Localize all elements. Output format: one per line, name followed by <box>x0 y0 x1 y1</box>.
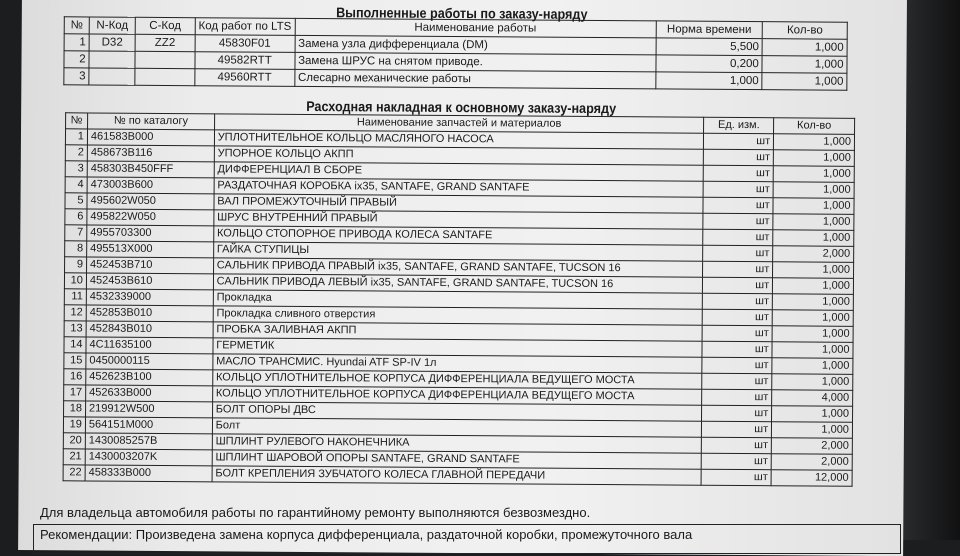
parts-cell-quantity: 1,000 <box>772 406 853 423</box>
parts-cell-number: 17 <box>64 385 86 401</box>
works-cell-ncode <box>89 51 135 68</box>
parts-cell-name: ПРОБКА ЗАЛИВНАЯ АКПП <box>213 322 703 341</box>
parts-cell-number: 13 <box>64 321 86 337</box>
parts-cell-catalog-number: 4532339000 <box>86 289 213 306</box>
works-header-cell: Норма времени <box>656 21 763 39</box>
works-cell-lts: 45830F01 <box>195 35 295 53</box>
warranty-note: Для владельца автомобиля работы по гарантийному ремонту выполняются безвозмездно. <box>40 505 591 520</box>
parts-cell-unit: шт <box>704 149 774 165</box>
parts-cell-number: 22 <box>63 465 85 481</box>
parts-cell-name: Болт <box>212 418 702 437</box>
parts-cell-unit: шт <box>702 357 772 373</box>
parts-cell-unit: шт <box>703 277 773 293</box>
parts-cell-catalog-number: 452623B100 <box>86 369 213 386</box>
parts-cell-unit: шт <box>703 229 773 245</box>
parts-cell-name: УПОРНОЕ КОЛЬЦО АКПП <box>214 146 704 165</box>
parts-cell-unit: шт <box>703 309 773 325</box>
parts-cell-name: РАЗДАТОЧНАЯ КОРОБКА ix35, SANTAFE, GRAND SANTAFE <box>214 178 704 197</box>
recommendations-box <box>33 524 901 554</box>
parts-cell-catalog-number: 458673B116 <box>87 145 214 162</box>
parts-cell-unit: шт <box>703 293 773 309</box>
parts-cell-catalog-number: 219912W500 <box>85 401 212 418</box>
works-cell-name: Замена ШРУС на снятом приводе. <box>295 52 656 72</box>
works-cell-qty: 1,000 <box>762 56 847 74</box>
parts-cell-quantity: 1,000 <box>773 150 854 167</box>
parts-cell-catalog-number: 1430085257B <box>85 433 212 450</box>
parts-cell-unit: шт <box>702 421 772 437</box>
parts-cell-unit: шт <box>702 437 772 453</box>
works-cell-norm: 5,500 <box>656 38 763 56</box>
parts-cell-name: БОЛТ ОПОРЫ ДВС <box>212 402 702 421</box>
parts-cell-name: САЛЬНИК ПРИВОДА ПРАВЫЙ ix35, SANTAFE, GRAND SANTAFE, TUCSON 16 <box>213 258 703 277</box>
parts-cell-number: 14 <box>64 337 86 353</box>
works-header-cell: Кол-во <box>762 22 847 40</box>
parts-cell-catalog-number: 458333B000 <box>85 465 212 482</box>
parts-cell-catalog-number: 458303B450FFF <box>87 161 214 178</box>
parts-cell-unit: шт <box>703 181 773 197</box>
parts-header-cell: Наименование запчастей и материалов <box>214 114 704 133</box>
works-cell-name: Замена узла дифференциала (DM) <box>295 35 656 55</box>
parts-cell-unit: шт <box>703 213 773 229</box>
parts-cell-catalog-number: 473003B600 <box>87 177 214 194</box>
parts-cell-number: 16 <box>64 369 86 385</box>
works-header-cell: N-Код <box>89 17 135 34</box>
parts-cell-quantity: 1,000 <box>772 294 853 311</box>
parts-cell-unit: шт <box>703 245 773 261</box>
parts-cell-catalog-number: 452633B000 <box>86 385 213 402</box>
works-cell-lts: 49560RTT <box>195 69 295 87</box>
parts-cell-quantity: 2,000 <box>773 246 854 263</box>
parts-cell-catalog-number: 452453B610 <box>86 273 213 290</box>
parts-cell-number: 5 <box>65 193 87 209</box>
parts-cell-quantity: 1,000 <box>773 214 854 231</box>
parts-cell-quantity: 1,000 <box>772 374 853 391</box>
parts-cell-number: 9 <box>65 257 87 273</box>
parts-cell-quantity: 12,000 <box>771 470 852 487</box>
parts-cell-name: КОЛЬЦО СТОПОРНОЕ ПРИВОДА КОЛЕСА SANTAFE <box>213 226 703 245</box>
parts-cell-unit: шт <box>703 261 773 277</box>
parts-cell-quantity: 2,000 <box>771 438 852 455</box>
parts-cell-number: 19 <box>63 417 85 433</box>
parts-header-cell: № <box>66 113 88 129</box>
works-header-cell: Код работ по LTS <box>195 18 295 36</box>
works-cell-ccode <box>135 68 195 85</box>
works-header-cell: № <box>64 17 89 34</box>
parts-cell-number: 20 <box>63 433 85 449</box>
parts-cell-unit: шт <box>702 373 772 389</box>
works-cell-norm: 1,000 <box>655 72 762 90</box>
parts-cell-number: 10 <box>64 273 86 289</box>
parts-cell-number: 2 <box>65 145 87 161</box>
parts-cell-catalog-number: 1430003207K <box>85 449 212 466</box>
parts-cell-name: ШПЛИНТ ШАРОВОЙ ОПОРЫ SANTAFE, GRAND SANTAFE <box>212 450 702 469</box>
works-table <box>63 16 847 90</box>
parts-cell-number: 4 <box>65 177 87 193</box>
parts-cell-quantity: 1,000 <box>772 310 853 327</box>
parts-cell-quantity: 1,000 <box>772 422 853 439</box>
parts-cell-catalog-number: 4C11635100 <box>86 337 213 354</box>
parts-cell-name: Прокладка <box>213 290 703 309</box>
parts-cell-name: ГАЙКА СТУПИЦЫ <box>213 242 703 261</box>
parts-header-cell: Кол-во <box>774 118 855 135</box>
parts-cell-quantity: 2,000 <box>771 454 852 471</box>
parts-cell-unit: шт <box>704 165 774 181</box>
works-cell-lts: 49582RTT <box>195 52 295 70</box>
works-cell-n: 2 <box>64 51 89 68</box>
works-cell-ncode: D32 <box>89 34 135 51</box>
parts-cell-number: 1 <box>65 129 87 145</box>
works-title: Выполненные работы по заказу-наряду <box>336 4 588 22</box>
parts-table <box>63 112 856 487</box>
parts-cell-catalog-number: 0450000115 <box>86 353 213 370</box>
parts-header-cell: № по каталогу <box>88 113 215 130</box>
parts-cell-name: ДИФФЕРЕНЦИАЛ В СБОРЕ <box>214 162 704 181</box>
parts-cell-catalog-number: 461583B000 <box>87 129 214 146</box>
parts-cell-unit: шт <box>704 133 774 149</box>
works-cell-qty: 1,000 <box>762 73 847 91</box>
parts-cell-catalog-number: 495602W050 <box>87 193 214 210</box>
recommendations-text: Рекомендации: Произведена замена корпуса дифференциала, раздаточной коробки, промежуточного вала <box>40 527 693 542</box>
parts-cell-name: САЛЬНИК ПРИВОДА ЛЕВЫЙ ix35, SANTAFE, GRAND SANTAFE, TUCSON 16 <box>213 274 703 293</box>
parts-cell-number: 7 <box>65 225 87 241</box>
works-header-cell: Наименование работы <box>295 18 656 38</box>
works-cell-name: Слесарно механические работы <box>294 69 655 89</box>
parts-cell-name: ГЕРМЕТИК <box>213 338 703 357</box>
parts-cell-number: 12 <box>64 305 86 321</box>
parts-cell-quantity: 1,000 <box>772 342 853 359</box>
parts-cell-catalog-number: 495513X000 <box>87 241 214 258</box>
parts-cell-number: 8 <box>65 241 87 257</box>
parts-cell-quantity: 1,000 <box>774 134 855 151</box>
parts-cell-number: 18 <box>64 401 86 417</box>
parts-cell-name: Прокладка сливного отверстия <box>213 306 703 325</box>
parts-cell-unit: шт <box>702 405 772 421</box>
parts-cell-catalog-number: 452843B010 <box>86 321 213 338</box>
parts-header-cell: Ед. изм. <box>704 117 774 133</box>
parts-cell-number: 11 <box>64 289 86 305</box>
parts-cell-name: УПЛОТНИТЕЛЬНОЕ КОЛЬЦО МАСЛЯНОГО НАСОСА <box>214 130 704 149</box>
parts-cell-quantity: 1,000 <box>773 166 854 183</box>
parts-cell-name: КОЛЬЦО УПЛОТНИТЕЛЬНОЕ КОРПУСА ДИФФЕРЕНЦИАЛА ВЕДУЩЕГО МОСТА <box>212 370 702 389</box>
works-cell-norm: 0,200 <box>656 55 763 73</box>
works-cell-ccode: ZZ2 <box>135 34 195 51</box>
parts-cell-quantity: 1,000 <box>772 326 853 343</box>
parts-cell-number: 21 <box>63 449 85 465</box>
parts-cell-quantity: 1,000 <box>773 262 854 279</box>
parts-cell-number: 6 <box>65 209 87 225</box>
parts-cell-catalog-number: 495822W050 <box>87 209 214 226</box>
parts-cell-quantity: 1,000 <box>773 198 854 215</box>
parts-cell-name: МАСЛО ТРАНСМИС. Hyundai ATF SP-IV 1л <box>213 354 703 373</box>
parts-cell-unit: шт <box>703 197 773 213</box>
parts-cell-quantity: 1,000 <box>773 182 854 199</box>
parts-cell-quantity: 4,000 <box>772 390 853 407</box>
parts-cell-unit: шт <box>702 453 772 469</box>
parts-cell-quantity: 1,000 <box>773 278 854 295</box>
parts-cell-name: КОЛЬЦО УПЛОТНИТЕЛЬНОЕ КОРПУСА ДИФФЕРЕНЦИАЛА ВЕДУЩЕГО МОСТА <box>212 386 702 405</box>
parts-cell-catalog-number: 452853B010 <box>86 305 213 322</box>
background-car-interior <box>900 0 960 540</box>
document-sheet <box>18 0 907 556</box>
parts-cell-unit: шт <box>702 341 772 357</box>
parts-title: Расходная накладная к основному заказу-наряду <box>306 97 617 117</box>
works-cell-ccode <box>135 51 195 68</box>
parts-cell-name: ШПЛИНТ РУЛЕВОГО НАКОНЕЧНИКА <box>212 434 702 453</box>
parts-cell-unit: шт <box>701 469 771 485</box>
parts-cell-name: БОЛТ КРЕПЛЕНИЯ ЗУБЧАТОГО КОЛЕСА ГЛАВНОЙ ПЕРЕДАЧИ <box>212 466 702 485</box>
parts-cell-name: ВАЛ ПРОМЕЖУТОЧНЫЙ ПРАВЫЙ <box>214 194 704 213</box>
parts-cell-number: 15 <box>64 353 86 369</box>
parts-cell-name: ШРУС ВНУТРЕННИЙ ПРАВЫЙ <box>214 210 704 229</box>
parts-cell-unit: шт <box>702 325 772 341</box>
parts-cell-quantity: 1,000 <box>772 358 853 375</box>
works-cell-ncode <box>89 68 135 85</box>
parts-cell-catalog-number: 452453B710 <box>86 257 213 274</box>
parts-cell-catalog-number: 4955703300 <box>87 225 214 242</box>
works-cell-qty: 1,000 <box>762 39 847 57</box>
works-header-cell: С-Код <box>135 17 195 34</box>
parts-cell-number: 3 <box>65 161 87 177</box>
parts-cell-unit: шт <box>702 389 772 405</box>
parts-cell-catalog-number: 564151M000 <box>85 417 212 434</box>
works-cell-n: 3 <box>64 68 89 85</box>
works-cell-n: 1 <box>64 34 89 51</box>
parts-cell-quantity: 1,000 <box>773 230 854 247</box>
